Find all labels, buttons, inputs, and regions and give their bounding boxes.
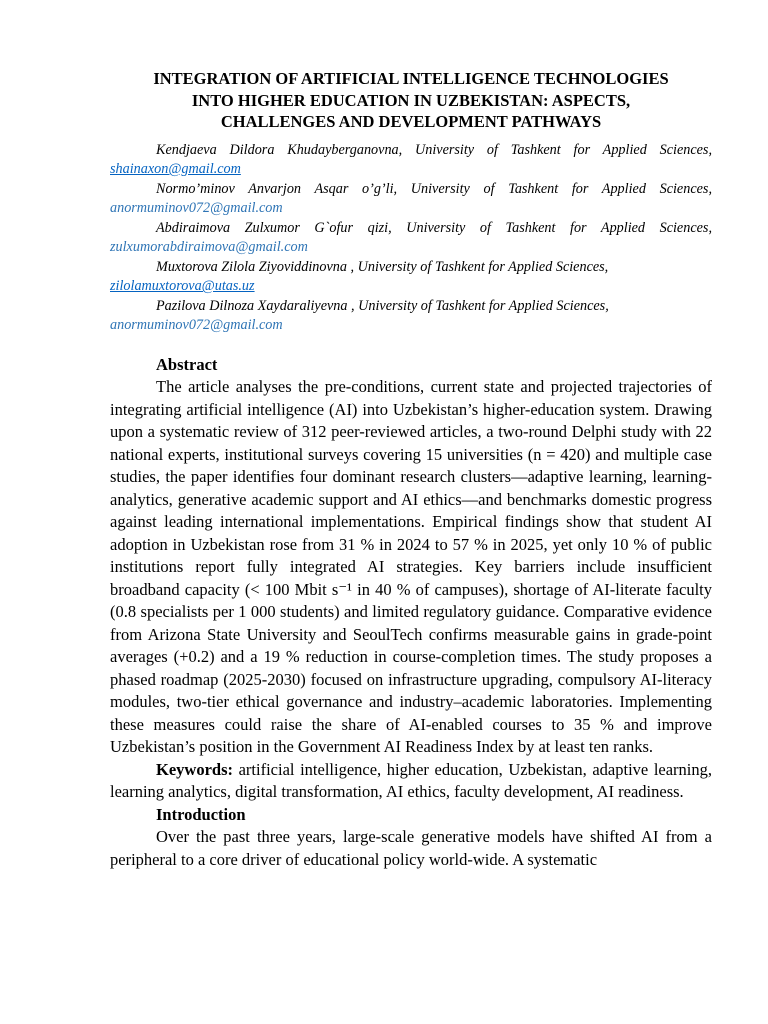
- abstract-heading: Abstract: [156, 354, 218, 374]
- title-line-1: INTEGRATION OF ARTIFICIAL INTELLIGENCE TECHNOLOGIES: [153, 69, 669, 88]
- author-affiliation: Pazilova Dilnoza Xaydaraliyevna , University of Tashkent for Applied Sciences,: [156, 297, 609, 314]
- author-email: anormuminov072@gmail.com: [110, 317, 283, 333]
- author-affiliation: Normo’minov Anvarjon Asqar o’g’li, University of Tashkent for Applied Sciences,: [156, 180, 712, 197]
- author-block-1: [110, 141, 712, 180]
- author-email-link[interactable]: shainaxon@gmail.com: [110, 161, 241, 177]
- title-line-3: CHALLENGES AND DEVELOPMENT PATHWAYS: [220, 112, 602, 131]
- introduction-text: Over the past three years, large-scale generative models have shifted AI from a peripheral to a core driver of educational policy world-wide. A systematic: [110, 827, 712, 869]
- author-affiliation: Kendjaeva Dildora Khudayberganovna, University of Tashkent for Applied Sciences,: [156, 141, 712, 158]
- introduction-heading: Introduction: [156, 804, 246, 824]
- keywords-paragraph: [110, 759, 712, 804]
- author-block-5: [110, 297, 712, 336]
- author-block-2: [110, 180, 712, 219]
- keywords-label: Keywords:: [156, 759, 233, 779]
- author-affiliation: Abdiraimova Zulxumor G`ofur qizi, University of Tashkent for Applied Sciences,: [156, 219, 712, 236]
- author-block-3: [110, 219, 712, 258]
- author-email: anormuminov072@gmail.com: [110, 200, 283, 216]
- title-line-2: INTO HIGHER EDUCATION IN UZBEKISTAN: ASPECTS,: [191, 90, 631, 110]
- author-affiliation: Muxtorova Zilola Ziyoviddinovna , University of Tashkent for Applied Sciences,: [156, 258, 609, 275]
- keywords-text: artificial intelligence, higher education, Uzbekistan, adaptive learning, learning analytics, digital transformation, AI ethics, faculty development, AI readiness.: [110, 759, 713, 801]
- abstract-text: The article analyses the pre-conditions, current state and projected trajectories of integrating artificial intelligence (AI) into Uzbekistan’s higher-education system. Drawing upon a systematic review of 312 peer-reviewed articles, a two-round Delphi study with 22 national experts, institutional surveys covering 15 universities (n = 420) and multiple case studies, the paper identifies four dominant research clusters—adaptive learning, learning-analytics, generative academic support and AI ethics—and benchmarks domestic progress against leading international implementations. Empirical findings show that student AI adoption in Uzbekistan rose from 31 % in 2024 to 57 % in 2025, yet only 10 % of public institutions report fully integrated AI strategies. Key barriers include insufficient broadband capacity (< 100 Mbit s⁻¹ in 40 % of campuses), shortage of AI-literate faculty (0.8 specialists per 1 000 students) and limited regulatory guidance. Comparative evidence from Arizona State University and SeoulTech confirms measurable gains in grade-point averages (+0.2) and a 19 % reduction in course-completion times. The study proposes a phased roadmap (2025-2030) focused on infrastructure upgrading, compulsory AI-literacy modules, two-tier ethical governance and industry–academic laboratories. Implementing these measures could raise the share of AI-enabled courses to 35 % and improve Uzbekistan’s position in the Government AI Readiness Index by at least ten ranks.: [110, 377, 712, 756]
- paper-title: [110, 68, 712, 133]
- author-block-4: [110, 258, 712, 297]
- paper-page: [110, 68, 712, 871]
- author-email-link[interactable]: zilolamuxtorova@utas.uz: [110, 278, 255, 294]
- author-email: zulxumorabdiraimova@gmail.com: [110, 239, 308, 255]
